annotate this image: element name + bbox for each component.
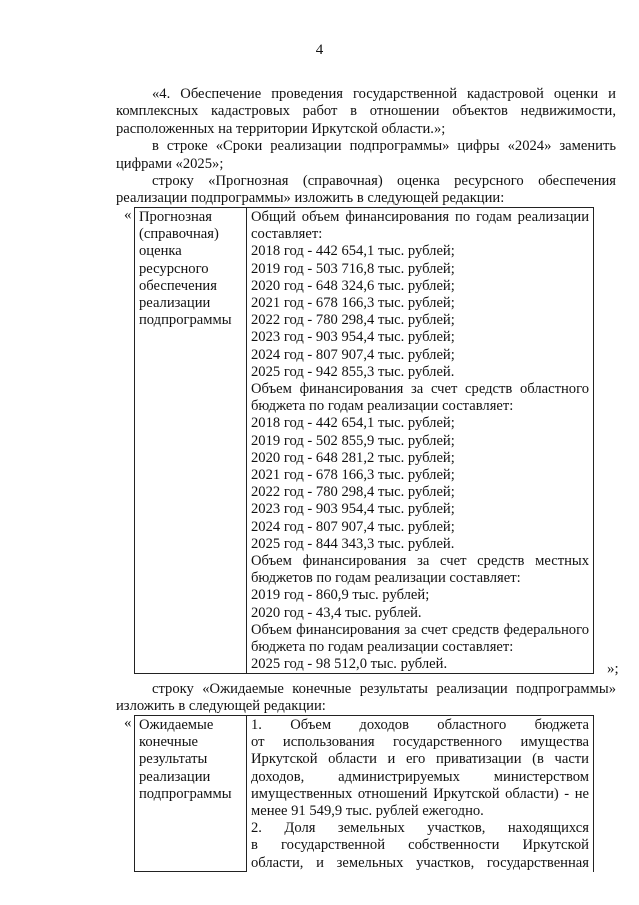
intro-line: реализации подпрограммы» изложить в следующей редакции: xyxy=(116,190,505,207)
intro-line: комплексных кадастровых работ в отношении объектов недвижимости, xyxy=(116,103,616,120)
funding-table-value-line: бюджета по годам реализации составляет: xyxy=(251,639,514,656)
funding-table-value-line: 2018 год - 442 654,1 тыс. рублей; xyxy=(251,415,455,432)
funding-table-value-line: 2020 год - 648 324,6 тыс. рублей; xyxy=(251,277,455,294)
results-table-value-line: 1. Объем доходов областного бюджета xyxy=(251,717,589,733)
results-table-value-cell xyxy=(247,716,594,872)
results-table xyxy=(134,715,594,872)
page-number: 4 xyxy=(315,42,324,58)
results-table-label-cell xyxy=(135,716,247,872)
intro-line: расположенных на территории Иркутской области.»; xyxy=(116,120,446,137)
funding-table-label-line: Прогнозная xyxy=(139,209,212,225)
funding-table-value-line: 2025 год - 98 512,0 тыс. рублей. xyxy=(251,656,448,673)
funding-table-value-line: 2021 год - 678 166,3 тыс. рублей; xyxy=(251,467,455,484)
results-table-label-line: Ожидаемые xyxy=(139,717,214,733)
funding-table-value-line: бюджетов по годам реализации составляет: xyxy=(251,570,521,587)
funding-table-value-line: 2019 год - 860,9 тыс. рублей; xyxy=(251,587,430,604)
funding-table-value-line: 2022 год - 780 298,4 тыс. рублей; xyxy=(251,484,455,501)
funding-table-value-line: 2018 год - 442 654,1 тыс. рублей; xyxy=(251,243,455,260)
funding-table-label-line: ресурсного xyxy=(139,260,209,277)
funding-table-value-line: Общий объем финансирования по годам реализации xyxy=(251,209,589,225)
results-table-label-line: реализации xyxy=(139,768,211,785)
funding-table-label-line: оценка xyxy=(139,243,182,260)
funding-table-value-line: 2024 год - 807 907,4 тыс. рублей; xyxy=(251,518,455,535)
results-table-value-line: Иркутской области и его приватизации (в части xyxy=(251,751,589,768)
middle-paragraph xyxy=(116,681,616,716)
table2-open-quote: « xyxy=(124,715,132,731)
results-table-label-line: результаты xyxy=(139,751,208,768)
intro-line: строку «Прогнозная (справочная) оценка ресурсного обеспечения xyxy=(152,173,616,190)
funding-table-value-line: 2023 год - 903 954,4 тыс. рублей; xyxy=(251,501,455,518)
intro-paragraph xyxy=(116,86,616,208)
funding-table-value-line: 2019 год - 502 855,9 тыс. рублей; xyxy=(251,432,455,449)
results-table-value-line: менее 91 549,9 тыс. рублей ежегодно. xyxy=(251,803,484,820)
intro-line: в строке «Сроки реализации подпрограммы» цифры «2024» заменить xyxy=(152,138,616,155)
results-table-label-line: подпрограммы xyxy=(139,785,232,802)
middle-line: изложить в следующей редакции: xyxy=(116,698,326,715)
funding-table-value-line: 2020 год - 648 281,2 тыс. рублей; xyxy=(251,449,455,466)
funding-table-value-line: 2023 год - 903 954,4 тыс. рублей; xyxy=(251,329,455,346)
funding-table-value-line: бюджета по годам реализации составляет: xyxy=(251,398,514,415)
results-table-value-line: от использования государственного имущества xyxy=(251,734,589,751)
funding-table-value-line: составляет: xyxy=(251,226,323,243)
results-table-value-line: имущественных отношений Иркутской области) - не xyxy=(251,785,589,802)
funding-table-value-line: Объем финансирования за счет средств областного xyxy=(251,381,589,398)
funding-table-value-line: 2020 год - 43,4 тыс. рублей. xyxy=(251,604,422,621)
funding-table-value-line: 2019 год - 503 716,8 тыс. рублей; xyxy=(251,260,455,277)
funding-table-value-line: 2024 год - 807 907,4 тыс. рублей; xyxy=(251,346,455,363)
funding-table-value-line: 2021 год - 678 166,3 тыс. рублей; xyxy=(251,295,455,312)
funding-table-value-line: Объем финансирования за счет средств местных xyxy=(251,553,589,570)
results-table-value-line: 2. Доля земельных участков, находящихся xyxy=(251,820,589,837)
funding-table-label-line: обеспечения xyxy=(139,277,217,294)
funding-table-label-line: (справочная) xyxy=(139,226,219,243)
results-table-value-line: доходов, администрируемых министерством xyxy=(251,768,589,785)
middle-line: строку «Ожидаемые конечные результаты реализации подпрограммы» xyxy=(152,681,616,697)
funding-table-label-line: реализации xyxy=(139,295,211,312)
funding-table-value-line: 2022 год - 780 298,4 тыс. рублей; xyxy=(251,312,455,329)
results-table-label-line: конечные xyxy=(139,734,199,751)
table1-close-quote: »; xyxy=(607,661,619,677)
funding-table-label-cell xyxy=(135,208,247,674)
intro-line: «4. Обеспечение проведения государственной кадастровой оценки и xyxy=(152,86,616,102)
funding-table-value-cell xyxy=(247,208,594,674)
funding-table-value-line: 2025 год - 844 343,3 тыс. рублей. xyxy=(251,535,455,552)
funding-table xyxy=(134,207,594,674)
results-table-value-line: области, и земельных участков, государственная xyxy=(251,854,589,871)
results-table-value-line: в государственной собственности Иркутской xyxy=(251,837,589,854)
funding-table-value-line: Объем финансирования за счет средств федерального xyxy=(251,621,589,638)
funding-table-label-line: подпрограммы xyxy=(139,312,232,329)
funding-table-value-line: 2025 год - 942 855,3 тыс. рублей. xyxy=(251,363,455,380)
table1-open-quote: « xyxy=(124,207,132,223)
intro-line: цифрами «2025»; xyxy=(116,155,224,172)
